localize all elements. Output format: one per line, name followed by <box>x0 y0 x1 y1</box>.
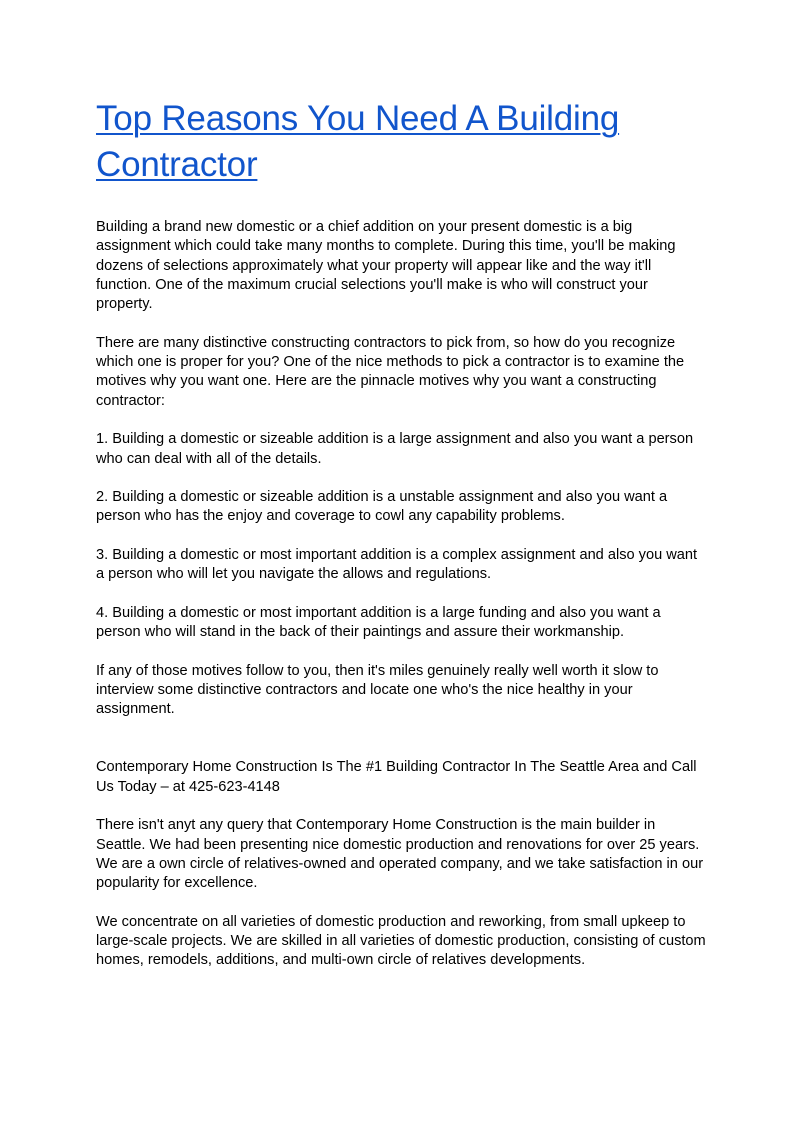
conclusion-paragraph: If any of those motives follow to you, then it's miles genuinely really well worth it slow to interview some distinctive contractors and locate one who's the nice healthy in your assignment. <box>96 662 659 718</box>
choosing-paragraph: There are many distinctive constructing contractors to pick from, so how do you recognize which one is proper for you? One of the nice methods to pick a contractor is to examine the motives why you want one. Here are the pinnacle motives why you want a constructing contractor: <box>96 334 685 409</box>
title-link[interactable]: Top Reasons You Need A Building Contractor <box>96 99 620 184</box>
company-about-paragraph: There isn't anyt any query that Contemporary Home Construction is the main builder in Seattle. We had been presenting nice domestic production and renovations for over 25 years. We are a own circle of relatives-owned and operated company, and we take satisfaction in our popularity for excellence. <box>96 817 704 892</box>
company-heading-paragraph: Contemporary Home Construction Is The #1 Building Contractor In The Seattle Area and Call Us Today – at 425-623-4148 <box>96 759 697 795</box>
document-page <box>96 96 706 990</box>
document-title <box>96 96 706 188</box>
reason-4-paragraph: 4. Building a domestic or most important addition is a large funding and also you want a person who will stand in the back of their paintings and assure their workmanship. <box>96 604 661 641</box>
section-spacer <box>96 720 706 759</box>
reason-1-paragraph: 1. Building a domestic or sizeable addition is a large assignment and also you want a person who can deal with all of the details. <box>96 431 694 467</box>
document-body <box>96 218 706 971</box>
intro-paragraph: Building a brand new domestic or a chief addition on your present domestic is a big assignment which could take many months to complete. During this time, you'll be making dozens of selections approximately what your property will appear like and the way it'll function. One of the maximum crucial selections you'll make is who will construct your property. <box>96 219 676 313</box>
reason-3-paragraph: 3. Building a domestic or most important addition is a complex assignment and also you want a person who will let you navigate the allows and regulations. <box>96 547 698 583</box>
company-services-paragraph: We concentrate on all varieties of domestic production and reworking, from small upkeep to large-scale projects. We are skilled in all varieties of domestic production, consisting of custom homes, remodels, additions, and multi-own circle of relatives developments. <box>96 913 706 969</box>
reason-2-paragraph: 2. Building a domestic or sizeable addition is a unstable assignment and also you want a person who has the enjoy and coverage to cowl any capability problems. <box>96 489 668 525</box>
